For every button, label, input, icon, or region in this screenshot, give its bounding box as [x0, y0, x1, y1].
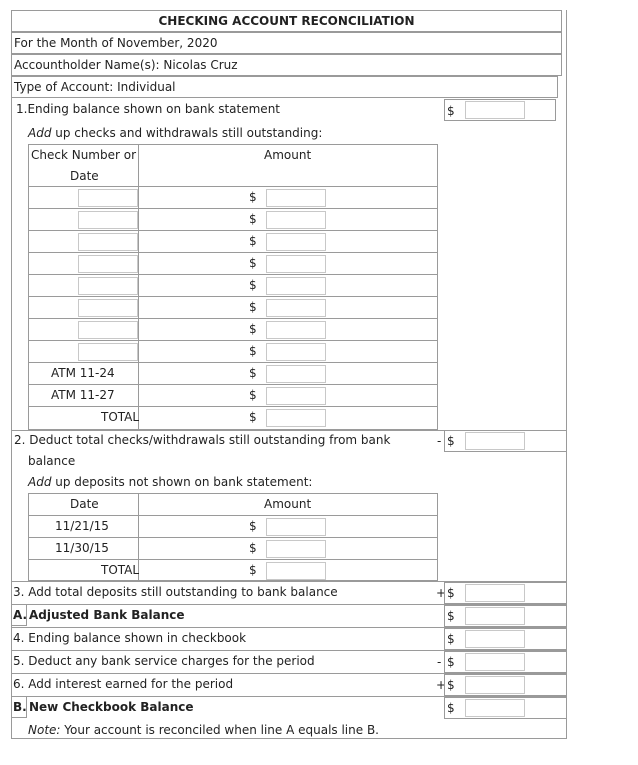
outstanding-col2-header: Amount — [264, 148, 312, 162]
outstanding-intro-add: Add — [28, 126, 52, 140]
outstanding-amount-input[interactable] — [266, 211, 326, 229]
line2-label-cont: balance — [28, 454, 76, 468]
holder-row — [11, 54, 562, 76]
outstanding-total-dollar: $ — [249, 410, 257, 424]
account-type-text: Type of Account: Individual — [14, 80, 176, 94]
outstanding-intro-rest: up checks and withdrawals still outstanding: — [51, 126, 323, 140]
outstanding-row-dollar: $ — [249, 388, 257, 402]
line5-dollar: $ — [447, 655, 455, 669]
outstanding-row-separator — [28, 274, 438, 275]
line6-label: 6. Add interest earned for the period — [13, 677, 234, 691]
outstanding-col1-header-line2: Date — [70, 169, 99, 183]
outstanding-row-dollar: $ — [249, 344, 257, 358]
outstanding-row-separator — [28, 186, 438, 187]
line3-sign: + — [436, 586, 447, 600]
line5-label: 5. Deduct any bank service charges for the period — [13, 654, 315, 668]
lineB-amount-input[interactable] — [465, 699, 525, 717]
deposits-row-separator — [28, 537, 438, 538]
lineA-letter: A. — [13, 608, 28, 622]
outstanding-row-dollar: $ — [249, 322, 257, 336]
line2-label: 2. Deduct total checks/withdrawals still outstanding from bank — [14, 433, 391, 447]
outstanding-total-input[interactable] — [266, 409, 326, 427]
line4-amount-input[interactable] — [465, 630, 525, 648]
deposits-row-dollar: $ — [249, 519, 257, 533]
account-type-row — [11, 76, 558, 98]
holder-text: Accountholder Name(s): Nicolas Cruz — [14, 58, 238, 72]
outstanding-amount-input[interactable] — [266, 299, 326, 317]
line5-amount-input[interactable] — [465, 653, 525, 671]
outstanding-row-separator — [28, 230, 438, 231]
outstanding-check-input[interactable] — [78, 343, 138, 361]
deposits-total-input[interactable] — [266, 562, 326, 580]
line6-dollar: $ — [447, 678, 455, 692]
month-text: For the Month of November, 2020 — [14, 36, 218, 50]
outstanding-row-label: ATM 11-24 — [51, 366, 115, 380]
line3-amount-input[interactable] — [465, 584, 525, 602]
line6-amount-input[interactable] — [465, 676, 525, 694]
form-title-text: CHECKING ACCOUNT RECONCILIATION — [158, 14, 415, 28]
outstanding-row-separator — [28, 384, 438, 385]
line3-label: 3. Add total deposits still outstanding to bank balance — [13, 585, 338, 599]
outstanding-check-input[interactable] — [78, 321, 138, 339]
deposits-intro — [28, 475, 312, 489]
outstanding-amount-input[interactable] — [266, 321, 326, 339]
outstanding-row-separator — [28, 362, 438, 363]
deposits-intro-rest: up deposits not shown on bank statement: — [51, 475, 313, 489]
lineA-label: Adjusted Bank Balance — [29, 608, 185, 622]
line2-amount-input[interactable] — [465, 432, 525, 450]
line1-dollar: $ — [447, 104, 455, 118]
lineB-label: New Checkbook Balance — [29, 700, 194, 714]
note — [28, 723, 379, 737]
outstanding-total-separator — [28, 406, 438, 407]
line2-sign: - — [437, 434, 442, 448]
lineB-dollar: $ — [447, 701, 455, 715]
outstanding-check-input[interactable] — [78, 255, 138, 273]
deposits-amount-input[interactable] — [266, 540, 326, 558]
outstanding-check-input[interactable] — [78, 277, 138, 295]
outstanding-row-dollar: $ — [249, 212, 257, 226]
line4-label: 4. Ending balance shown in checkbook — [13, 631, 247, 645]
outstanding-amount-input[interactable] — [266, 189, 326, 207]
deposits-total-label: TOTAL — [101, 563, 140, 577]
outstanding-amount-input[interactable] — [266, 387, 326, 405]
outstanding-amount-input[interactable] — [266, 255, 326, 273]
outstanding-row-dollar: $ — [249, 278, 257, 292]
deposits-row-label: 11/30/15 — [55, 541, 109, 555]
deposits-row-dollar: $ — [249, 541, 257, 555]
lineA-dollar: $ — [447, 609, 455, 623]
outstanding-row-separator — [28, 340, 438, 341]
form-bottom-border — [11, 738, 567, 739]
outstanding-row-separator — [28, 252, 438, 253]
deposits-intro-add: Add — [28, 475, 52, 489]
outstanding-amount-input[interactable] — [266, 277, 326, 295]
outstanding-row-separator — [28, 208, 438, 209]
outstanding-row-separator — [28, 296, 438, 297]
line4-dollar: $ — [447, 632, 455, 646]
deposits-col2-header: Amount — [264, 497, 312, 511]
outstanding-amount-input[interactable] — [266, 343, 326, 361]
outstanding-check-input[interactable] — [78, 189, 138, 207]
outstanding-total-label: TOTAL — [101, 410, 140, 424]
month-row — [11, 32, 562, 54]
deposits-total-separator — [28, 559, 438, 560]
note-text: Your account is reconciled when line A equals line B. — [60, 723, 379, 737]
lineA-amount-input[interactable] — [465, 607, 525, 625]
outstanding-row-dollar: $ — [249, 234, 257, 248]
form-left-border — [11, 98, 12, 738]
outstanding-row-separator — [28, 318, 438, 319]
outstanding-check-input[interactable] — [78, 299, 138, 317]
outstanding-row-label: ATM 11-27 — [51, 388, 115, 402]
outstanding-amount-input[interactable] — [266, 233, 326, 251]
line2-dollar: $ — [447, 434, 455, 448]
line6-sign: + — [436, 678, 447, 692]
deposits-col1-header: Date — [70, 497, 99, 511]
deposits-amount-input[interactable] — [266, 518, 326, 536]
line3-dollar: $ — [447, 586, 455, 600]
deposits-row-separator — [28, 515, 438, 516]
outstanding-row-dollar: $ — [249, 300, 257, 314]
note-prefix: Note: — [28, 723, 61, 737]
outstanding-check-input[interactable] — [78, 233, 138, 251]
line1-amount-input[interactable] — [465, 101, 525, 119]
line5-sign: - — [437, 655, 442, 669]
outstanding-col1-header-line1: Check Number or — [31, 148, 137, 162]
form-title — [11, 10, 562, 32]
lineB-letter: B. — [13, 700, 27, 714]
deposits-row-label: 11/21/15 — [55, 519, 109, 533]
outstanding-row-dollar: $ — [249, 256, 257, 270]
line1-label: 1.Ending balance shown on bank statement — [16, 102, 280, 116]
outstanding-row-dollar: $ — [249, 366, 257, 380]
outstanding-intro — [28, 126, 322, 140]
outstanding-check-input[interactable] — [78, 211, 138, 229]
outstanding-amount-input[interactable] — [266, 365, 326, 383]
deposits-total-dollar: $ — [249, 563, 257, 577]
outstanding-row-dollar: $ — [249, 190, 257, 204]
